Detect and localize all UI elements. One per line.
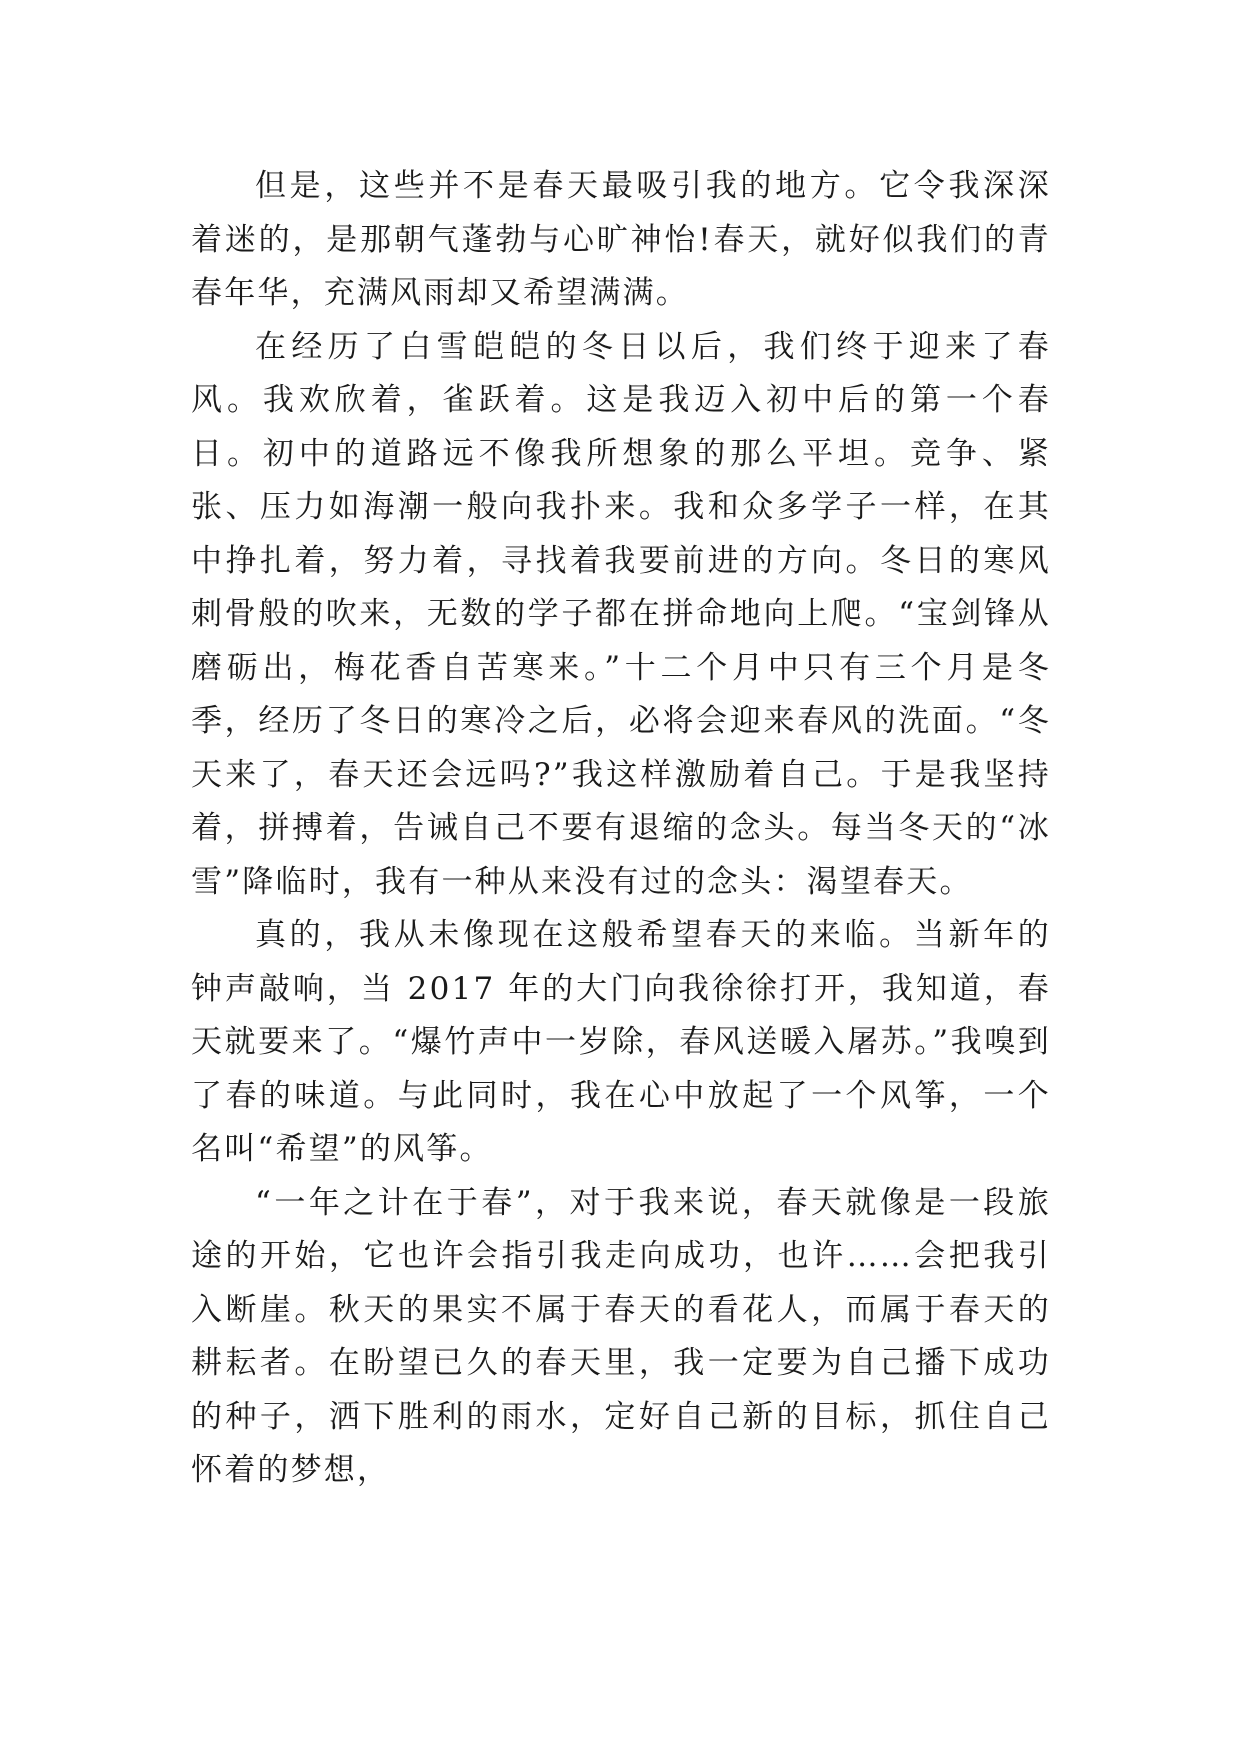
- paragraph-4: “一年之计在于春”，对于我来说，春天就像是一段旅途的开始，它也许会指引我走向成功，也许……会把我引入断崖。秋天的果实不属于春天的看花人，而属于春天的耕耘者。在盼望已久的春天里，我一定要为自己播下成功的种子，洒下胜利的雨水，定好自己新的目标，抓住自己怀着的梦想，: [191, 1184, 1051, 1488]
- paragraph-3: 真的，我从未像现在这般希望春天的来临。当新年的钟声敲响，当 2017 年的大门向我徐徐打开，我知道，春天就要来了。“爆竹声中一岁除，春风送暖入屠苏。”我嗅到了春的味道。与此同时，我在心中放起了一个风筝，一个名叫“希望”的风筝。: [191, 917, 1051, 1167]
- paragraph-2: 在经历了白雪皑皑的冬日以后，我们终于迎来了春风。我欢欣着，雀跃着。这是我迈入初中后的第一个春日。初中的道路远不像我所想象的那么平坦。竞争、紧张、压力如海潮一般向我扑来。我和众多学子一样，在其中挣扎着，努力着，寻找着我要前进的方向。冬日的寒风刺骨般的吹来，无数的学子都在拼命地向上爬。“宝剑锋从磨砺出，梅花香自苦寒来。”十二个月中只有三个月是冬季，经历了冬日的寒冷之后，必将会迎来春风的洗面。“冬天来了，春天还会远吗?”我这样激励着自己。于是我坚持着，拼搏着，告诫自己不要有退缩的念头。每当冬天的“冰雪”降临时，我有一种从来没有过的念头：渴望春天。: [191, 328, 1051, 900]
- paragraph-1: 但是，这些并不是春天最吸引我的地方。它令我深深着迷的，是那朝气蓬勃与心旷神怡!春天，就好似我们的青春年华，充满风雨却又希望满满。: [191, 168, 1051, 311]
- document-page: [191, 160, 1051, 1498]
